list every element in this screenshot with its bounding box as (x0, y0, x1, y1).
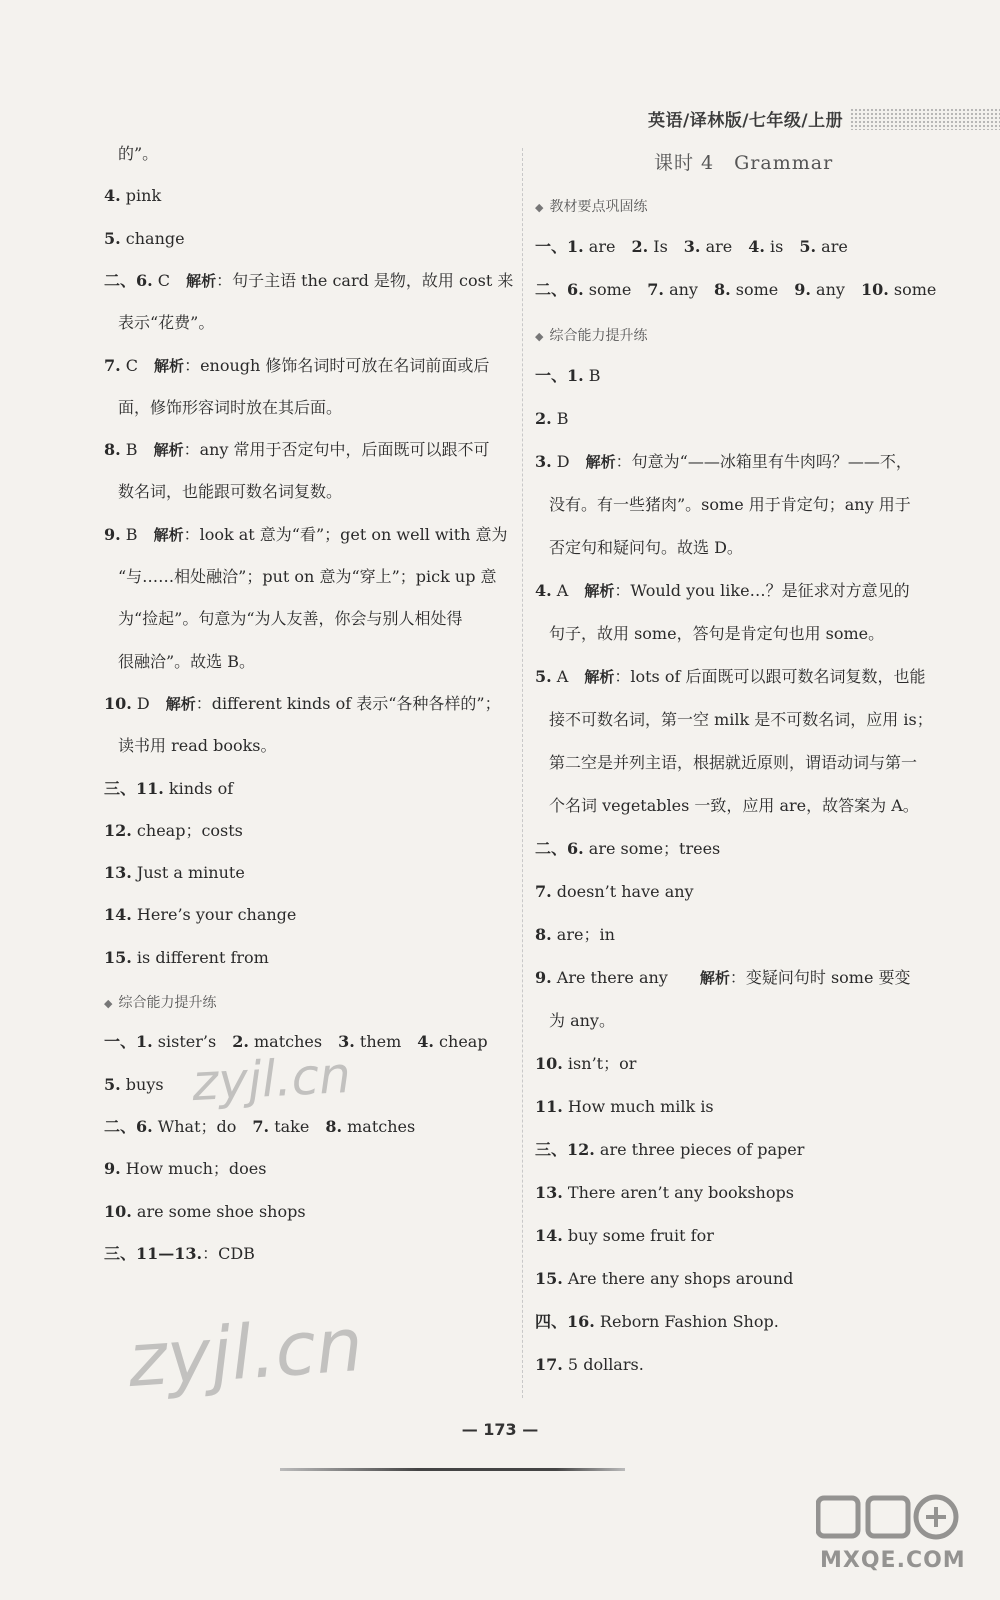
answer-text: pink (120, 186, 162, 206)
question-number: 四、16. (535, 1312, 595, 1331)
answer-text: “与……相处融洽”；put on 意为“穿上”；pick up 意 (118, 567, 497, 586)
question-number: 4. (748, 237, 765, 256)
question-number: 9. (794, 280, 811, 299)
question-number: 7. (535, 882, 552, 901)
answer-line (535, 580, 910, 602)
page-header (0, 100, 1000, 136)
answer-line (104, 524, 508, 546)
column-divider (522, 148, 523, 1398)
question-number: 5. (799, 237, 817, 256)
answer-text: isn’t；or (562, 1054, 637, 1073)
answer-text: 没有。有一些猪肉”。some 用于肯定句；any 用于 (549, 495, 911, 514)
question-number: 13. (535, 1183, 563, 1202)
answer-text: are some；trees (583, 839, 721, 858)
answer-text: change (120, 228, 185, 248)
answer-line (104, 778, 233, 800)
question-number: 3. (683, 237, 701, 256)
answer-text: are (816, 237, 848, 256)
answer-line (535, 1096, 714, 1118)
answer-text: How much；does (120, 1159, 267, 1179)
answer-text: What；do (152, 1116, 253, 1136)
answer-text: Reborn Fashion Shop. (594, 1312, 779, 1331)
answer-line (535, 451, 912, 473)
answer-line (104, 1201, 306, 1223)
answer-text: D (131, 693, 150, 713)
analysis-text: ：look at 意为“看”；get on well with 意为 (183, 524, 508, 544)
answer-text: B (120, 440, 138, 460)
footer-rule (280, 1468, 625, 1471)
answer-line (104, 1074, 164, 1096)
analysis-label: 解析 (186, 271, 217, 290)
answer-text: Are there any (551, 968, 684, 987)
question-number: 10. (535, 1054, 563, 1073)
answer-text: 为 any。 (549, 1011, 615, 1030)
question-number: 10. (104, 693, 132, 713)
analysis-text: ：句意为“——冰箱里有牛肉吗？——不， (615, 452, 912, 471)
question-number: 10. (104, 1201, 132, 1221)
answer-text: D (551, 452, 570, 471)
answer-text: 句子，故用 some，答句是肯定句也用 some。 (549, 624, 885, 643)
section-heading-text: 综合能力提升练 (118, 995, 217, 1011)
answer-text: C (152, 270, 171, 290)
answer-text: B (551, 409, 569, 428)
page-number: — 173 — (461, 1420, 539, 1439)
answer-line (535, 1053, 636, 1075)
answer-text: 读书用 read books。 (118, 736, 277, 756)
answer-text: are (583, 237, 632, 256)
analysis-label: 解析 (154, 356, 185, 375)
answer-text: 为“捡起”。句意为“为人友善，你会与别人相处得 (118, 609, 463, 629)
answer-text: B (120, 524, 138, 544)
answer-line (535, 924, 615, 946)
section-heading (535, 196, 647, 216)
answer-text: matches (248, 1032, 339, 1052)
logo-text: MXQE.COM (820, 1548, 966, 1573)
question-number: 15. (104, 947, 132, 967)
answer-line (104, 355, 489, 377)
site-logo (812, 1488, 982, 1588)
question-number: 11. (535, 1097, 563, 1116)
answer-line (104, 143, 158, 165)
answer-line (535, 1268, 793, 1290)
answer-text: matches (342, 1116, 416, 1136)
answer-text: are；in (551, 925, 615, 944)
analysis-label: 解析 (699, 969, 730, 987)
answer-text: Are there any shops around (562, 1269, 794, 1288)
analysis-label: 解析 (165, 694, 196, 713)
answer-text: some (583, 280, 648, 299)
answer-line (104, 651, 255, 673)
answer-line (104, 820, 243, 842)
answer-text: B (583, 366, 601, 385)
question-number: 二、6. (104, 270, 153, 290)
question-number: 7. (104, 355, 121, 375)
answer-text: is (764, 237, 800, 256)
answer-text: How much milk is (562, 1097, 714, 1116)
question-number: 二、6. (535, 839, 584, 858)
header-title: 英语/译林版/七年级/上册 (648, 111, 844, 131)
answer-text: some (888, 280, 937, 299)
question-number: 一、1. (104, 1032, 153, 1052)
question-number: 17. (535, 1355, 563, 1374)
question-number: 三、12. (535, 1140, 595, 1159)
analysis-text: ：lots of 后面既可以跟可数名词复数，也能 (614, 667, 926, 686)
answer-text: any (664, 280, 714, 299)
answer-line (104, 185, 161, 207)
answer-line (535, 795, 919, 817)
answer-line (104, 397, 342, 419)
answer-line (535, 1182, 794, 1204)
answer-text: 第二空是并列主语，根据就近原则，谓语动词与第一 (549, 753, 918, 772)
question-number: 5. (104, 228, 121, 248)
answer-line (535, 752, 917, 774)
answer-text: Is (648, 237, 684, 256)
answer-line (535, 709, 933, 731)
answer-text: 表示“花费”。 (118, 313, 215, 333)
answer-line (104, 904, 296, 926)
question-number: 3. (338, 1032, 355, 1052)
answer-text: 5 dollars. (562, 1355, 644, 1374)
question-number: 一、1. (535, 366, 584, 385)
answer-text: them (354, 1032, 418, 1052)
answer-line (535, 881, 694, 903)
answer-line (535, 838, 720, 860)
question-number: 8. (535, 925, 552, 944)
analysis-label: 解析 (584, 582, 615, 600)
question-number: 3. (535, 452, 552, 471)
answer-line (104, 1116, 415, 1138)
header-dot-pattern (850, 108, 1000, 130)
answer-text: 面，修饰形容词时放在其后面。 (118, 397, 343, 417)
answer-line (104, 862, 245, 884)
question-number: 4. (535, 581, 552, 600)
question-number: 2. (535, 409, 552, 428)
analysis-text: ：any 常用于否定句中，后面既可以跟不可 (183, 440, 490, 460)
question-number: 2. (631, 237, 649, 256)
answer-line (104, 693, 501, 715)
answer-line (535, 1225, 714, 1247)
answer-text: Here’s your change (131, 905, 297, 925)
answer-line (104, 566, 497, 588)
answer-line (104, 608, 463, 630)
question-number: 三、11—13. (104, 1243, 203, 1263)
question-number: 7. (647, 280, 664, 299)
question-number: 5. (104, 1074, 121, 1094)
section-heading (535, 325, 647, 345)
analysis-text: ：变疑问句时 some 要变 (729, 968, 911, 987)
answer-line (535, 967, 911, 989)
answer-text: There aren’t any bookshops (562, 1183, 794, 1202)
answer-line (104, 312, 214, 334)
analysis-text: ：different kinds of 表示“各种各样的”； (195, 693, 501, 713)
answer-text: A (551, 581, 569, 600)
question-number: 14. (535, 1226, 563, 1245)
answer-line (535, 365, 601, 387)
answer-text: is different from (131, 947, 269, 967)
analysis-label: 解析 (585, 453, 616, 471)
answer-line (104, 1243, 255, 1265)
answer-line (104, 735, 277, 757)
answer-text: kinds of (163, 778, 234, 798)
diamond-icon: ◆ (535, 330, 544, 343)
answer-text: 否定句和疑问句。故选 D。 (549, 538, 743, 557)
answer-text: 的”。 (118, 144, 159, 163)
answer-text: A (551, 667, 569, 686)
answer-line (535, 279, 936, 301)
answer-line (535, 1139, 804, 1161)
answer-text: sister’s (152, 1032, 233, 1052)
analysis-label: 解析 (153, 525, 184, 544)
question-number: 一、1. (535, 237, 584, 256)
answer-line (535, 236, 848, 258)
answer-line (104, 481, 342, 503)
answer-line (535, 1311, 779, 1333)
answer-text: C (120, 355, 139, 375)
answer-text: 接不可数名词，第一空 milk 是不可数名词，应用 is； (549, 710, 933, 729)
answer-text: buy some fruit for (562, 1226, 714, 1245)
answer-text: 数名词，也能跟可数名词复数。 (118, 482, 343, 502)
answer-text: are (700, 237, 749, 256)
question-number: 12. (104, 820, 132, 840)
answer-line (535, 623, 884, 645)
answer-text: 很融洽”。故选 B。 (118, 651, 256, 671)
section-heading-text: 教材要点巩固练 (549, 199, 648, 215)
answer-line (535, 1354, 644, 1376)
answer-line (535, 494, 911, 516)
question-number: 7. (252, 1116, 270, 1136)
answer-text: 个名词 vegetables 一致，应用 are，故答案为 A。 (549, 796, 919, 815)
analysis-label: 解析 (584, 668, 615, 686)
answer-text: any (810, 280, 861, 299)
analysis-text: ：enough 修饰名词时可放在名词前面或后 (184, 355, 490, 375)
question-number: 2. (232, 1032, 249, 1052)
section-heading (104, 992, 216, 1012)
question-number: 二、6. (104, 1116, 153, 1136)
question-number: 9. (104, 524, 121, 544)
answer-line (535, 666, 926, 688)
lesson-title: 课时 4 Grammar (654, 152, 834, 174)
question-number: 8. (104, 440, 121, 460)
question-number: 二、6. (535, 280, 584, 299)
question-number: 9. (104, 1159, 121, 1179)
answer-text: doesn’t have any (551, 882, 694, 901)
analysis-text: ：Would you like…？是征求对方意见的 (614, 581, 910, 600)
question-number: 4. (417, 1032, 434, 1052)
answer-text: Just a minute (131, 863, 245, 883)
answer-line (535, 537, 743, 559)
answer-text: are three pieces of paper (594, 1140, 805, 1159)
answer-line (535, 1010, 615, 1032)
question-number: 8. (713, 280, 731, 299)
answer-text: ：CDB (202, 1243, 255, 1263)
answer-text: cheap (433, 1032, 488, 1052)
question-number: 10. (860, 280, 889, 299)
question-number: 三、11. (104, 778, 164, 798)
question-number: 8. (325, 1116, 343, 1136)
question-number: 4. (104, 186, 121, 206)
question-number: 15. (535, 1269, 563, 1288)
answer-text: buys (120, 1074, 164, 1094)
answer-line (104, 270, 513, 292)
answer-line (104, 947, 269, 969)
answer-line (535, 408, 569, 430)
question-number: 14. (104, 905, 132, 925)
question-number: 13. (104, 863, 132, 883)
analysis-text: ：句子主语 the card 是物，故用 cost 来 (216, 270, 514, 290)
logo-mark-icon (816, 1492, 966, 1542)
answer-text: some (730, 280, 795, 299)
diamond-icon: ◆ (535, 201, 544, 214)
answer-line (104, 439, 490, 461)
section-heading-text: 综合能力提升练 (549, 328, 648, 344)
answer-text: are some shoe shops (131, 1201, 306, 1221)
watermark-text: zyjl.cn (125, 1301, 366, 1405)
watermark-text: zyjl.cn (190, 1045, 353, 1113)
answer-text: take (269, 1116, 326, 1136)
answer-line (104, 1158, 266, 1180)
answer-line (104, 228, 185, 250)
diamond-icon: ◆ (104, 997, 113, 1010)
question-number: 5. (535, 667, 552, 686)
answer-text: cheap；costs (131, 820, 243, 840)
question-number: 9. (535, 968, 552, 987)
analysis-label: 解析 (153, 441, 184, 460)
